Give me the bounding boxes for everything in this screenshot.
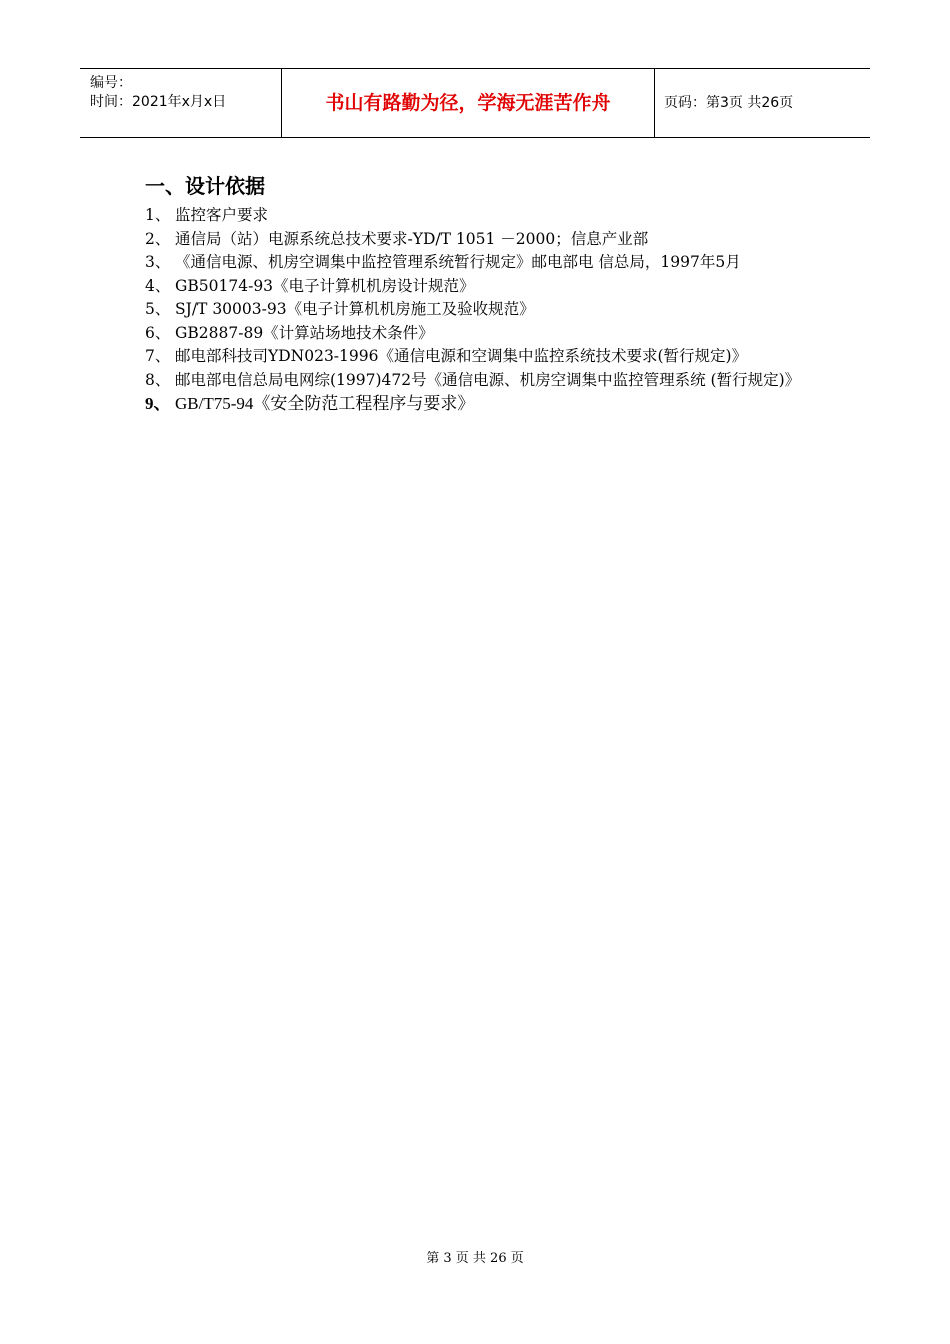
item-text: GB2887-89《计算站场地技术条件》	[175, 323, 434, 342]
list-item	[145, 322, 825, 346]
item-text: 《通信电源、机房空调集中监控管理系统暂行规定》邮电部电 信总局，1997年5月	[175, 253, 741, 271]
item-number: 5、	[145, 300, 171, 318]
item-text: 通信局（站）电源系统总技术要求-YD/T 1051 －2000；信息产业部	[175, 229, 649, 248]
header-motto: 书山有路勤为径，学海无涯苦作舟	[282, 69, 655, 137]
list-item	[145, 228, 825, 252]
item-number: 2、	[145, 229, 171, 248]
list-item	[145, 345, 825, 369]
item-number: 4、	[145, 276, 171, 295]
reference-list	[145, 204, 825, 416]
item-text: 邮电部科技司YDN023-1996《通信电源和空调集中监控系统技术要求(暂行规定)》	[175, 347, 748, 365]
item-number: 7、	[145, 347, 171, 365]
date-label: 时间：2021年x月x日	[90, 94, 227, 110]
section-heading: 一、设计依据	[145, 174, 265, 198]
item-text: 监控客户要求	[175, 206, 269, 224]
item-text: GB50174-93《电子计算机机房设计规范》	[175, 276, 475, 295]
list-item	[145, 369, 825, 393]
page-footer: 第 3 页 共 26 页	[426, 1251, 524, 1266]
serial-label: 编号：	[90, 75, 132, 91]
page-header	[80, 68, 870, 138]
item-text: 邮电部电信总局电网综(1997)472号《通信电源、机房空调集中监控管理系统 (暂行规定)》	[175, 370, 801, 389]
item-text: SJ/T 30003-93《电子计算机机房施工及验收规范》	[175, 300, 535, 318]
list-item	[145, 392, 825, 416]
header-page-label: 页码：第3页 共26页	[664, 95, 794, 111]
list-item	[145, 298, 825, 322]
item-number: 6、	[145, 323, 171, 342]
item-number: 1、	[145, 206, 171, 224]
item-number: 8、	[145, 370, 171, 389]
item-text: GB/T75-94《安全防范工程程序与要求》	[175, 394, 475, 413]
list-item	[145, 204, 825, 228]
item-number: 3、	[145, 253, 171, 271]
list-item	[145, 275, 825, 299]
header-meta-cell	[80, 69, 282, 137]
item-number: 9、	[145, 394, 171, 413]
list-item	[145, 251, 825, 275]
